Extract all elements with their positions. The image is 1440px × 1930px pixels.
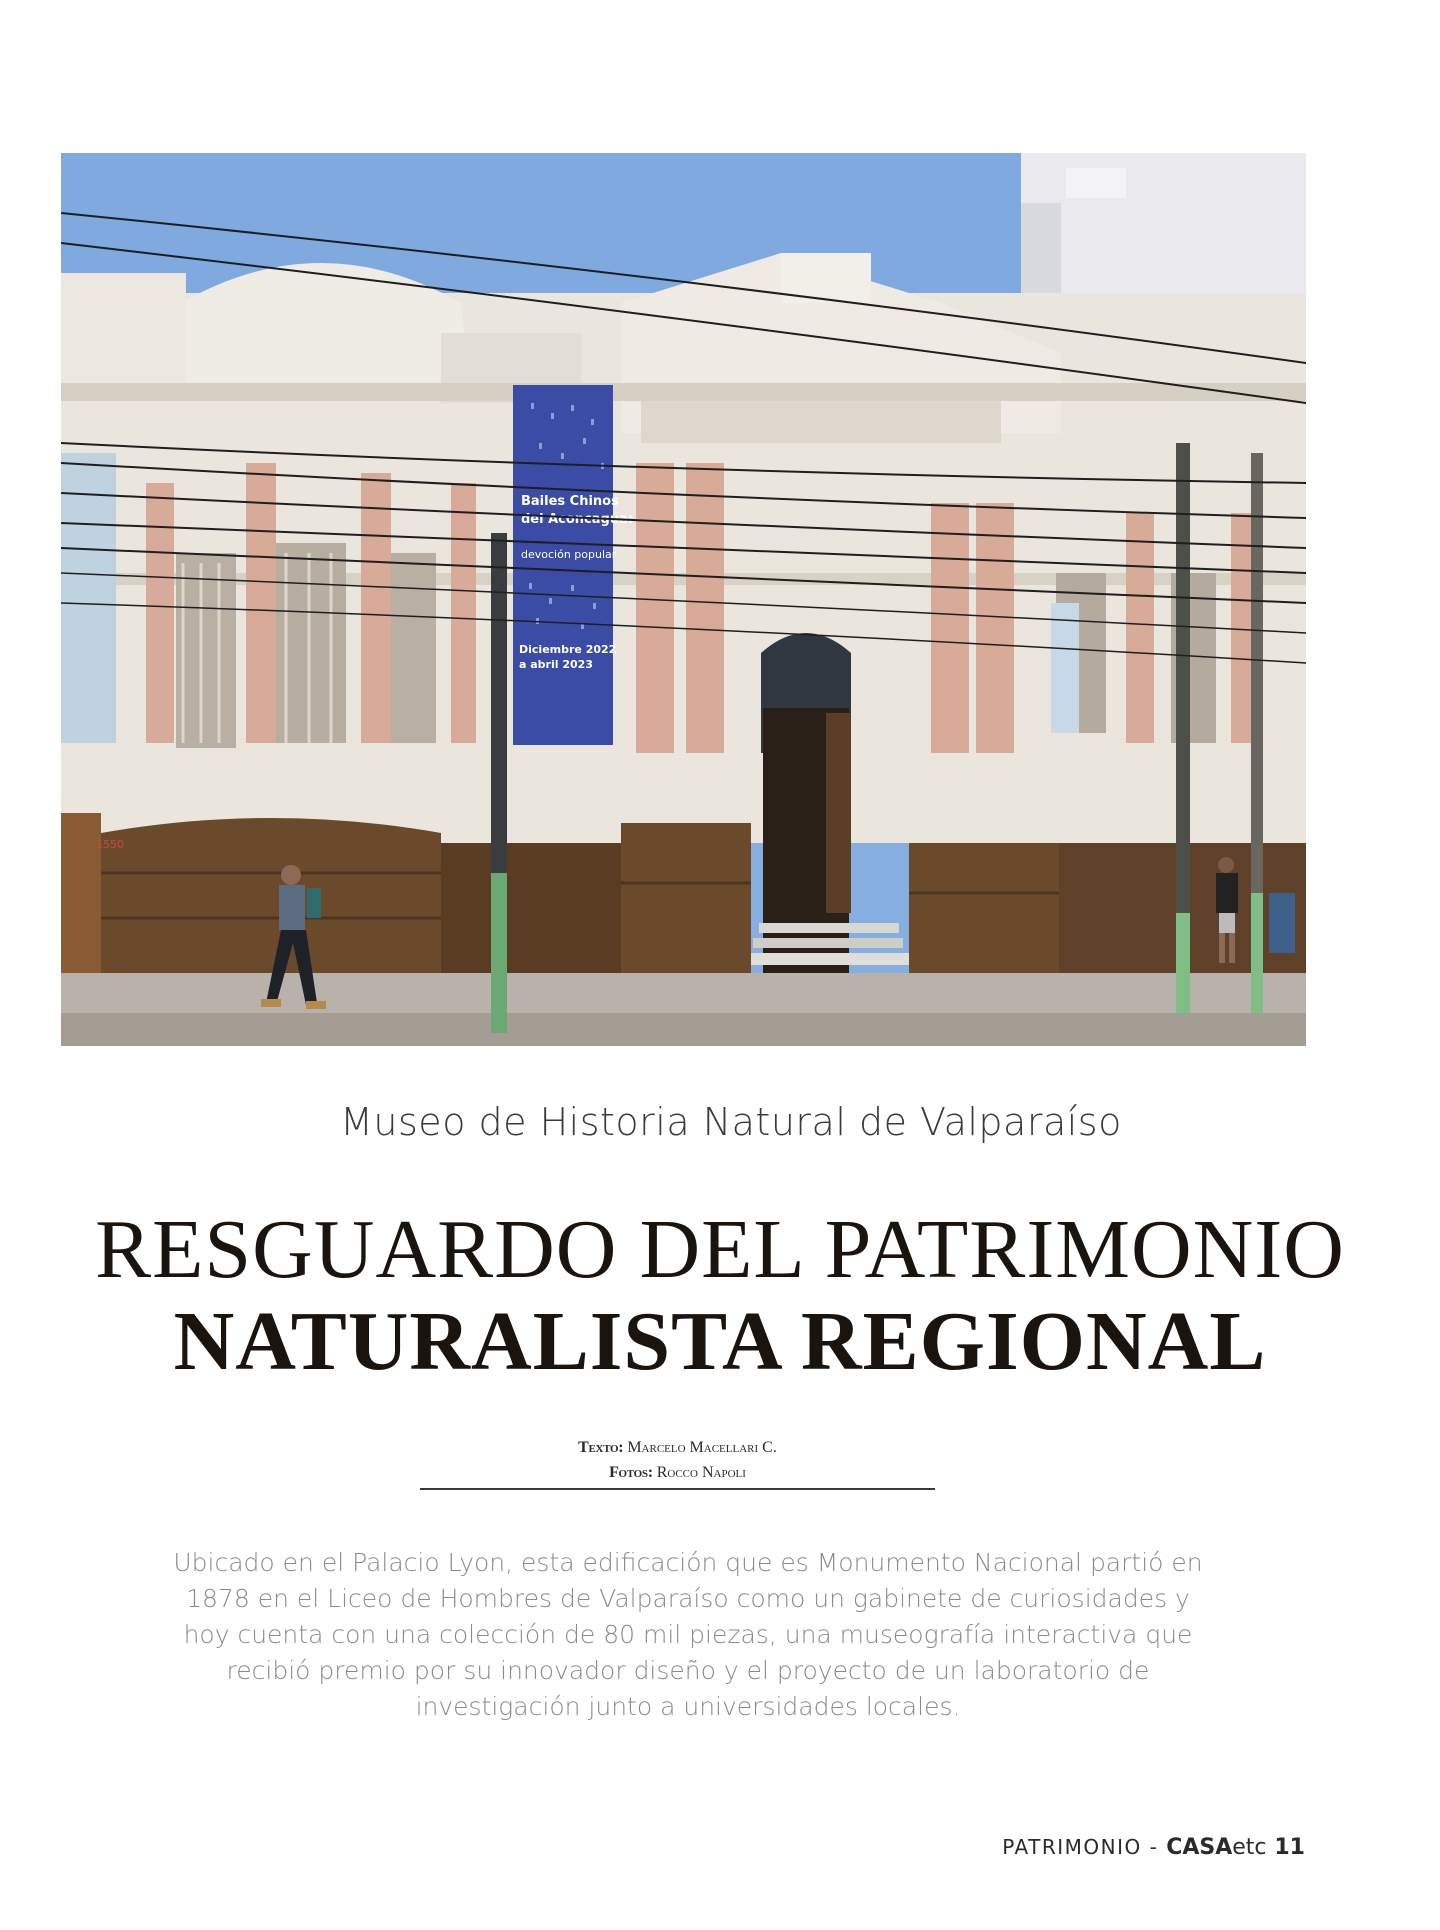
byline-photos-author: Rocco Napoli bbox=[656, 1464, 746, 1481]
banner-date-start: Diciembre 2022 bbox=[519, 643, 617, 656]
hero-photo bbox=[61, 153, 1306, 1046]
banner-date-end: a abril 2023 bbox=[519, 658, 593, 671]
byline-divider bbox=[420, 1488, 935, 1490]
page-folio bbox=[1002, 1835, 1305, 1860]
lead-paragraph: Ubicado en el Palacio Lyon, esta edificación que es Monumento Nacional partió en 1878 en el Liceo de Hombres de Valparaíso como un gabinete de curiosidades y hoy cuenta con una colección de 80 mil piezas, una museografía interactiva que recibió premio por su innovador diseño y el proyecto de un laboratorio de investigación junto a universidades locales. bbox=[173, 1548, 1203, 1721]
byline-photos-label: Fotos: bbox=[609, 1464, 653, 1481]
folio-brand-suffix: etc bbox=[1232, 1835, 1267, 1860]
headline-line-2: NATURALISTA REGIONAL bbox=[173, 1295, 1267, 1388]
byline-text-label: Texto: bbox=[578, 1439, 624, 1456]
headline-line-1: RESGUARDO DEL PATRIMONIO bbox=[95, 1203, 1345, 1296]
byline-text-author: Marcelo Macellari C. bbox=[627, 1439, 777, 1456]
banner-line-devocion: devoción popular bbox=[521, 548, 617, 561]
article-kicker: Museo de Historia Natural de Valparaíso bbox=[340, 1100, 1122, 1144]
byline-text bbox=[420, 1435, 935, 1460]
byline bbox=[420, 1435, 935, 1485]
left-windows bbox=[176, 543, 436, 748]
folio-separator: - bbox=[1149, 1835, 1159, 1859]
folio-page-number: 11 bbox=[1274, 1835, 1305, 1860]
address-number: 1550 bbox=[96, 838, 124, 851]
entrance-stairs bbox=[749, 923, 909, 965]
banner-subtitle: del Aconcagua: bbox=[521, 512, 634, 527]
folio-brand: CASA bbox=[1166, 1835, 1233, 1860]
byline-photos bbox=[420, 1460, 935, 1485]
banner-title: Bailes Chinos bbox=[521, 494, 619, 509]
folio-section: PATRIMONIO bbox=[1002, 1835, 1142, 1859]
